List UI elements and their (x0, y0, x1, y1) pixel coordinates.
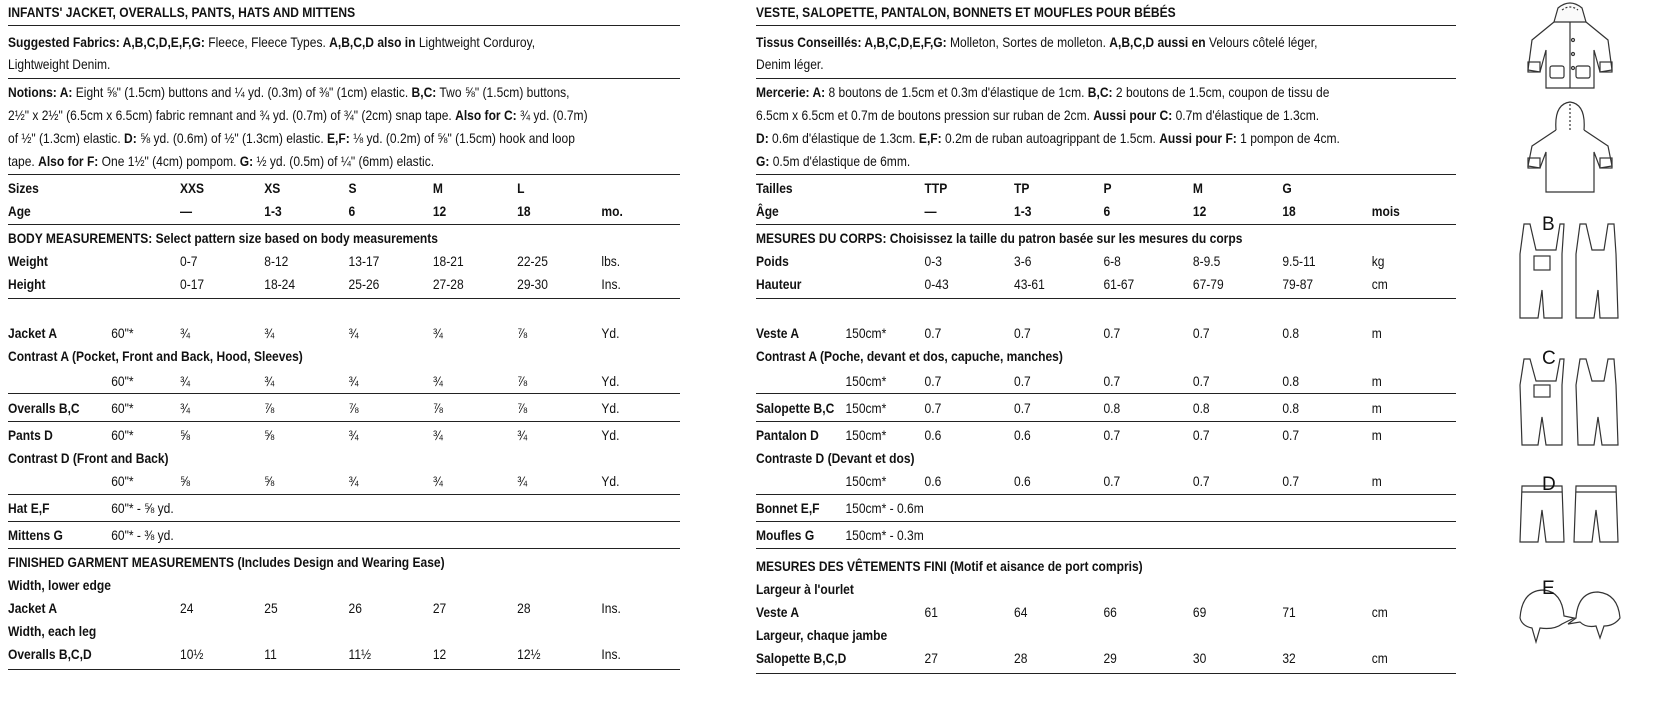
table-cell: ¾ (180, 325, 191, 341)
table-cell: 11 (264, 646, 277, 662)
table-cell: 69 (1192, 604, 1207, 620)
row-label: Veste A (756, 325, 800, 341)
fabrics-text-2: Lightweight Corduroy, (415, 34, 536, 50)
row-label: Poids (756, 253, 789, 269)
row-label: Hat E,F (8, 500, 50, 516)
table-cell: 0.7 (1103, 325, 1121, 341)
table-cell: 0.7 (1282, 427, 1300, 443)
divider (8, 78, 680, 79)
hat-row (756, 496, 1358, 520)
row-label: Salopette B,C (756, 400, 835, 416)
divider (756, 393, 1456, 394)
row-label: Bonnet E,F (756, 500, 820, 516)
table-cell: 79-87 (1282, 276, 1314, 292)
table-cell: 0.7 (1192, 427, 1210, 443)
row-label: Overalls B,C,D (8, 646, 92, 662)
notions-label: Notions: A: (8, 84, 73, 100)
figure-label-c: C (1542, 348, 1556, 369)
fabrics-line-1 (8, 30, 586, 54)
table-cell: 0.6 (1014, 473, 1031, 489)
pants-d-illustration (1510, 474, 1630, 554)
table-cell: 150cm* (845, 325, 887, 341)
fabrics-text-2: Velours côtelé léger, (1205, 34, 1318, 50)
contrast-a-row (8, 369, 620, 393)
notions-text: 0.7m d'élastique de 1.3cm. (1172, 107, 1320, 123)
divider (8, 494, 680, 495)
overalls-row (756, 396, 1382, 420)
jacket-row (8, 321, 620, 345)
table-cell: ⅝ (180, 427, 191, 443)
sizes-row (756, 176, 1358, 200)
table-cell: 25-26 (348, 276, 380, 292)
table-cell: 29 (1103, 650, 1117, 666)
table-cell: 12½ (517, 646, 541, 662)
divider (8, 548, 680, 549)
notions-bold: G: (756, 153, 770, 169)
table-cell: 0.8 (1282, 400, 1300, 416)
table-cell: — (924, 203, 937, 219)
table-cell: 0.7 (1192, 473, 1210, 489)
finished-header (8, 550, 586, 574)
table-cell: 3-6 (1014, 253, 1032, 269)
notions-text: 8 boutons de 1.5cm et 0.3m d'élastique de 1cm. (825, 84, 1088, 100)
table-cell: ¾ (348, 325, 359, 341)
sizes-row (8, 176, 586, 200)
table-cell: 9.5-11 (1282, 253, 1316, 269)
jacket-finished-row (756, 600, 1388, 624)
table-cell: — (180, 203, 193, 219)
notions-bold: Aussi pour C: (1093, 107, 1173, 123)
table-cell: mois (1371, 203, 1400, 219)
table-cell: 1-3 (1014, 203, 1032, 219)
table-cell: 61-67 (1103, 276, 1135, 292)
table-cell: 26 (348, 600, 362, 616)
table-cell: cm (1371, 604, 1388, 620)
table-cell: 150cm* - 0.3m (845, 527, 924, 543)
table-cell: 67-79 (1192, 276, 1224, 292)
table-cell: Yd. (601, 373, 620, 389)
table-cell: 12 (1192, 203, 1207, 219)
figure-label-b: B (1542, 214, 1555, 235)
table-cell: 0.8 (1192, 400, 1210, 416)
table-cell: 11½ (348, 646, 372, 662)
row-label: Height (8, 276, 46, 292)
table-cell: 0.7 (1014, 325, 1031, 341)
notions-text: 0.5m d'élastique de 6mm. (769, 153, 911, 169)
contrast-d-label: Contrast D (Front and Back) (8, 450, 169, 466)
contrast-d-row (756, 469, 1382, 493)
table-cell: Yd. (601, 400, 620, 416)
divider (8, 298, 680, 299)
finished-header-text: (Includes Design and Wearing Ease) (234, 554, 445, 570)
notions-text: One 1½" (4cm) pompom. (98, 153, 240, 169)
table-cell: cm (1371, 276, 1388, 292)
overalls-row (8, 396, 620, 420)
table-cell: Ins. (601, 646, 621, 662)
row-label: Tailles (756, 180, 793, 196)
table-cell: ¾ (348, 427, 359, 443)
overalls-c-illustration (1510, 345, 1630, 455)
table-cell: S (348, 180, 357, 196)
divider (756, 78, 1456, 79)
notions-bold: Also for F: (38, 153, 99, 169)
table-cell: 0.6 (924, 427, 942, 443)
divider (756, 548, 1456, 549)
table-cell: TTP (924, 180, 948, 196)
table-cell: ⅞ (517, 400, 528, 416)
contrast-d-label: Contraste D (Devant et dos) (756, 450, 915, 466)
table-cell: 32 (1282, 650, 1296, 666)
table-cell: L (517, 180, 525, 196)
figure-label-e: E (1542, 578, 1555, 599)
table-cell: 28 (1014, 650, 1028, 666)
fabrics-label: Suggested Fabrics: A,B,C,D,E,F,G: (8, 34, 205, 50)
divider (8, 393, 680, 394)
height-row (756, 272, 1388, 296)
table-cell: 0-7 (180, 253, 198, 269)
row-label: Pantalon D (756, 427, 819, 443)
table-cell: 22-25 (517, 253, 548, 269)
notions-bold: D: (124, 130, 137, 146)
table-cell: 150cm* (845, 373, 887, 389)
body-measurements-header: MESURES DU CORPS: Choisissez la taille du patron basée sur les mesures du corps (756, 230, 1243, 246)
table-cell: 150cm* (845, 427, 887, 443)
notions-bold: D: (756, 130, 769, 146)
divider (8, 421, 680, 422)
table-cell: 43-61 (1014, 276, 1045, 292)
table-cell: 6-8 (1103, 253, 1121, 269)
fabrics-line-1 (756, 30, 1358, 54)
notions-text: 6.5cm x 6.5cm et 0.7m de boutons pression sur ruban de 2cm. (756, 107, 1094, 123)
row-label: Mittens G (8, 527, 63, 543)
table-cell: ⅞ (348, 400, 359, 416)
table-cell: ⅞ (517, 325, 528, 341)
notions-bold: E,F: (918, 130, 942, 146)
table-cell: ⅞ (264, 400, 275, 416)
notions-text: Two ⅝" (1.5cm) buttons, (436, 84, 570, 100)
table-cell: Yd. (601, 325, 620, 341)
notions-text: of ½" (1.3cm) elastic. (8, 130, 125, 146)
table-cell: 12 (432, 203, 447, 219)
table-cell: m (1371, 400, 1382, 416)
table-cell: ¾ (432, 325, 443, 341)
table-cell: ⅞ (517, 373, 528, 389)
table-cell: 0-17 (180, 276, 205, 292)
table-cell: Ins. (601, 276, 621, 292)
contrast-d-row (8, 469, 620, 493)
table-cell: 27-28 (432, 276, 464, 292)
notions-text: tape. (8, 153, 39, 169)
table-cell: ⅝ (264, 473, 275, 489)
table-cell: 0.7 (1103, 473, 1121, 489)
fabrics-also: A,B,C,D also in (329, 34, 416, 50)
width-leg-label: Largeur, chaque jambe (756, 627, 888, 643)
table-cell: 13-17 (348, 253, 380, 269)
pants-row (8, 423, 620, 447)
age-row (756, 199, 1400, 223)
table-cell: 0.7 (1103, 427, 1121, 443)
table-cell: ⅞ (432, 400, 443, 416)
table-cell: 18 (517, 203, 531, 219)
notions-line-2 (8, 103, 586, 127)
table-cell: 10½ (180, 646, 204, 662)
jacket-finished-row (8, 596, 621, 620)
table-cell: 60"* (111, 473, 134, 489)
row-label: Pants D (8, 427, 53, 443)
row-label: Veste A (756, 604, 800, 620)
divider (756, 174, 1456, 175)
table-cell: ¾ (180, 400, 191, 416)
notions-text: ⅛ yd. (0.2m) of ⅝" (1.5cm) hook and loop (349, 130, 575, 146)
table-cell: 0.6 (1014, 427, 1031, 443)
table-cell: 150cm* (845, 400, 887, 416)
notions-line-3 (756, 126, 1358, 150)
notions-line-2 (756, 103, 1358, 127)
mittens-row (8, 523, 586, 547)
table-cell: ¾ (432, 373, 443, 389)
table-cell: m (1371, 325, 1382, 341)
table-cell: 60"* (111, 373, 134, 389)
table-cell: XXS (180, 180, 205, 196)
divider (756, 494, 1456, 495)
table-cell: 6 (1103, 203, 1111, 219)
table-cell: 60"* - ⅝ yd. (111, 500, 174, 516)
notions-bold: Also for C: (455, 107, 517, 123)
row-label: Moufles G (756, 527, 815, 543)
notions-text: ¾ yd. (0.7m) (516, 107, 588, 123)
divider (8, 174, 680, 175)
table-cell: 0.7 (924, 373, 942, 389)
row-label: Jacket A (8, 325, 58, 341)
hat-row (8, 496, 586, 520)
notions-line-3 (8, 126, 586, 150)
table-cell: 150cm* - 0.6m (845, 500, 924, 516)
table-cell: 0.8 (1282, 373, 1300, 389)
overalls-b-illustration (1510, 210, 1630, 325)
divider (756, 224, 1456, 225)
table-cell: 24 (180, 600, 194, 616)
row-label: Age (8, 203, 31, 219)
table-cell: ⅝ (180, 473, 191, 489)
table-cell: lbs. (601, 253, 621, 269)
table-cell: 0.6 (924, 473, 942, 489)
width-lower-label: Largeur à l'ourlet (756, 581, 854, 597)
notions-text: 2 boutons de 1.5cm, coupon de tissu de (1112, 84, 1330, 100)
weight-row (8, 249, 621, 273)
table-cell: 0-43 (924, 276, 949, 292)
table-cell: 60"* (111, 325, 134, 341)
table-cell: ¾ (264, 325, 275, 341)
table-cell: 61 (924, 604, 938, 620)
row-label: Jacket A (8, 600, 58, 616)
title: INFANTS' JACKET, OVERALLS, PANTS, HATS AND MITTENS (8, 4, 356, 20)
jacket-row (756, 321, 1382, 345)
table-cell: 60"* (111, 427, 134, 443)
divider (8, 25, 680, 26)
table-cell: G (1282, 180, 1292, 196)
english-column (8, 0, 680, 713)
table-cell: m (1371, 473, 1382, 489)
notions-line-1 (8, 80, 586, 104)
notions-bold: E,F: (327, 130, 350, 146)
notions-bold: B,C: (1087, 84, 1113, 100)
table-cell: XS (264, 180, 281, 196)
finished-header-text: (Motif et aisance de port compris) (946, 558, 1143, 574)
table-cell: 12 (432, 646, 447, 662)
overalls-finished-row (8, 642, 621, 666)
divider (756, 521, 1456, 522)
table-cell: 0.8 (1103, 400, 1121, 416)
row-label: Sizes (8, 180, 39, 196)
table-cell: 8-9.5 (1192, 253, 1221, 269)
table-cell: 60"* (111, 400, 134, 416)
divider (8, 669, 680, 670)
table-cell: 27 (432, 600, 447, 616)
table-cell: Ins. (601, 600, 621, 616)
notions-text: 0.2m de ruban autoagrippant de 1.5cm. (941, 130, 1160, 146)
divider (8, 521, 680, 522)
table-cell: 60"* - ⅜ yd. (111, 527, 174, 543)
table-cell: Yd. (601, 427, 620, 443)
jacket-back-illustration (1510, 100, 1630, 200)
table-cell: 0.7 (1192, 325, 1210, 341)
height-row (8, 272, 621, 296)
table-cell: m (1371, 373, 1382, 389)
notions-line-4 (8, 149, 586, 173)
table-cell: Yd. (601, 473, 620, 489)
table-cell: 0.7 (1103, 373, 1121, 389)
table-cell: cm (1371, 650, 1388, 666)
finished-header-bold: FINISHED GARMENT MEASUREMENTS (8, 554, 235, 570)
table-cell: m (1371, 427, 1382, 443)
table-cell: ¾ (348, 473, 359, 489)
table-cell: 27 (924, 650, 938, 666)
table-cell: 18 (1282, 203, 1296, 219)
table-cell: 64 (1014, 604, 1028, 620)
table-cell: 0.8 (1282, 325, 1300, 341)
table-cell: TP (1014, 180, 1030, 196)
overalls-finished-row (756, 646, 1388, 670)
table-cell: 8-12 (264, 253, 289, 269)
fabrics-text: Fleece, Fleece Types. (204, 34, 330, 50)
table-cell: 18-24 (264, 276, 296, 292)
table-cell: ⅝ (264, 427, 275, 443)
table-cell: M (1192, 180, 1203, 196)
fabrics-label: Tissus Conseillés: A,B,C,D,E,F,G: (756, 34, 947, 50)
table-cell: 1-3 (264, 203, 282, 219)
table-cell: ¾ (180, 373, 191, 389)
notions-bold: Aussi pour F: (1159, 130, 1237, 146)
table-cell: M (432, 180, 443, 196)
fabrics-also: A,B,C,D aussi en (1109, 34, 1206, 50)
notions-text: 0.6m d'élastique de 1.3cm. (768, 130, 919, 146)
notions-line-1 (756, 80, 1358, 104)
table-cell: P (1103, 180, 1112, 196)
table-cell: ¾ (517, 473, 528, 489)
row-label: Weight (8, 253, 48, 269)
age-row (8, 199, 623, 223)
pants-row (756, 423, 1382, 447)
weight-row (756, 249, 1385, 273)
body-measurements-header: BODY MEASUREMENTS: Select pattern size based on body measurements (8, 230, 438, 246)
table-cell: 66 (1103, 604, 1117, 620)
notions-line-4 (756, 149, 1358, 173)
figure-label-d: D (1542, 474, 1556, 495)
width-leg-label: Width, each leg (8, 623, 97, 639)
french-column (756, 0, 1456, 713)
table-cell: 0.7 (1014, 373, 1031, 389)
divider (756, 673, 1456, 674)
table-cell: 0.7 (924, 325, 942, 341)
notions-text: 2½" x 2½" (6.5cm x 6.5cm) fabric remnant and ¾ yd. (0.7m) of ¾" (2cm) snap tape. (8, 107, 456, 123)
notions-text: ⅝ yd. (0.6m) of ½" (1.3cm) elastic. (136, 130, 328, 146)
fabrics-line-2: Denim léger. (756, 56, 824, 72)
title: VESTE, SALOPETTE, PANTALON, BONNETS ET MOUFLES POUR BÉBÉS (756, 4, 1176, 20)
hats-e-illustration (1510, 578, 1630, 658)
mittens-row (756, 523, 1358, 547)
table-cell: 25 (264, 600, 278, 616)
table-cell: 0.7 (1192, 373, 1210, 389)
table-cell: 30 (1192, 650, 1207, 666)
table-cell: ¾ (432, 473, 443, 489)
table-cell: 28 (517, 600, 531, 616)
notions-text: Eight ⅝" (1.5cm) buttons and ¼ yd. (0.3m) of ⅜" (1cm) elastic. (72, 84, 412, 100)
table-cell: 29-30 (517, 276, 548, 292)
table-cell: 18-21 (432, 253, 464, 269)
contrast-a-label: Contrast A (Pocket, Front and Back, Hood, Sleeves) (8, 348, 303, 364)
contrast-a-row (756, 369, 1382, 393)
divider (756, 25, 1456, 26)
contrast-a-label: Contrast A (Poche, devant et dos, capuche, manches) (756, 348, 1063, 364)
table-cell: kg (1371, 253, 1385, 269)
notions-text: ½ yd. (0.5m) of ¼" (6mm) elastic. (253, 153, 435, 169)
row-label: Salopette B,C,D (756, 650, 847, 666)
finished-header-bold: MESURES DES VÊTEMENTS FINI (756, 558, 947, 574)
table-cell: mo. (601, 203, 623, 219)
table-cell: ¾ (264, 373, 275, 389)
table-cell: 0.7 (924, 400, 942, 416)
fabrics-text: Molleton, Sortes de molleton. (946, 34, 1110, 50)
table-cell: ¾ (432, 427, 443, 443)
table-cell: ¾ (348, 373, 359, 389)
table-cell: 0.7 (1282, 473, 1300, 489)
divider (756, 298, 1456, 299)
divider (756, 421, 1456, 422)
notions-bold: B,C: (411, 84, 437, 100)
table-cell: 71 (1282, 604, 1296, 620)
divider (8, 224, 680, 225)
width-lower-label: Width, lower edge (8, 577, 111, 593)
row-label: Hauteur (756, 276, 802, 292)
row-label: Overalls B,C (8, 400, 80, 416)
table-cell: 0-3 (924, 253, 942, 269)
jacket-front-illustration (1510, 0, 1630, 95)
table-cell: ¾ (517, 427, 528, 443)
fabrics-line-2: Lightweight Denim. (8, 56, 111, 72)
table-cell: 0.7 (1014, 400, 1031, 416)
row-label: Âge (756, 203, 779, 219)
table-cell: 6 (348, 203, 356, 219)
finished-header (756, 554, 1358, 578)
notions-bold: G: (239, 153, 254, 169)
notions-text: 1 pompon de 4cm. (1236, 130, 1340, 146)
table-cell: 150cm* (845, 473, 887, 489)
notions-label: Mercerie: A: (756, 84, 826, 100)
